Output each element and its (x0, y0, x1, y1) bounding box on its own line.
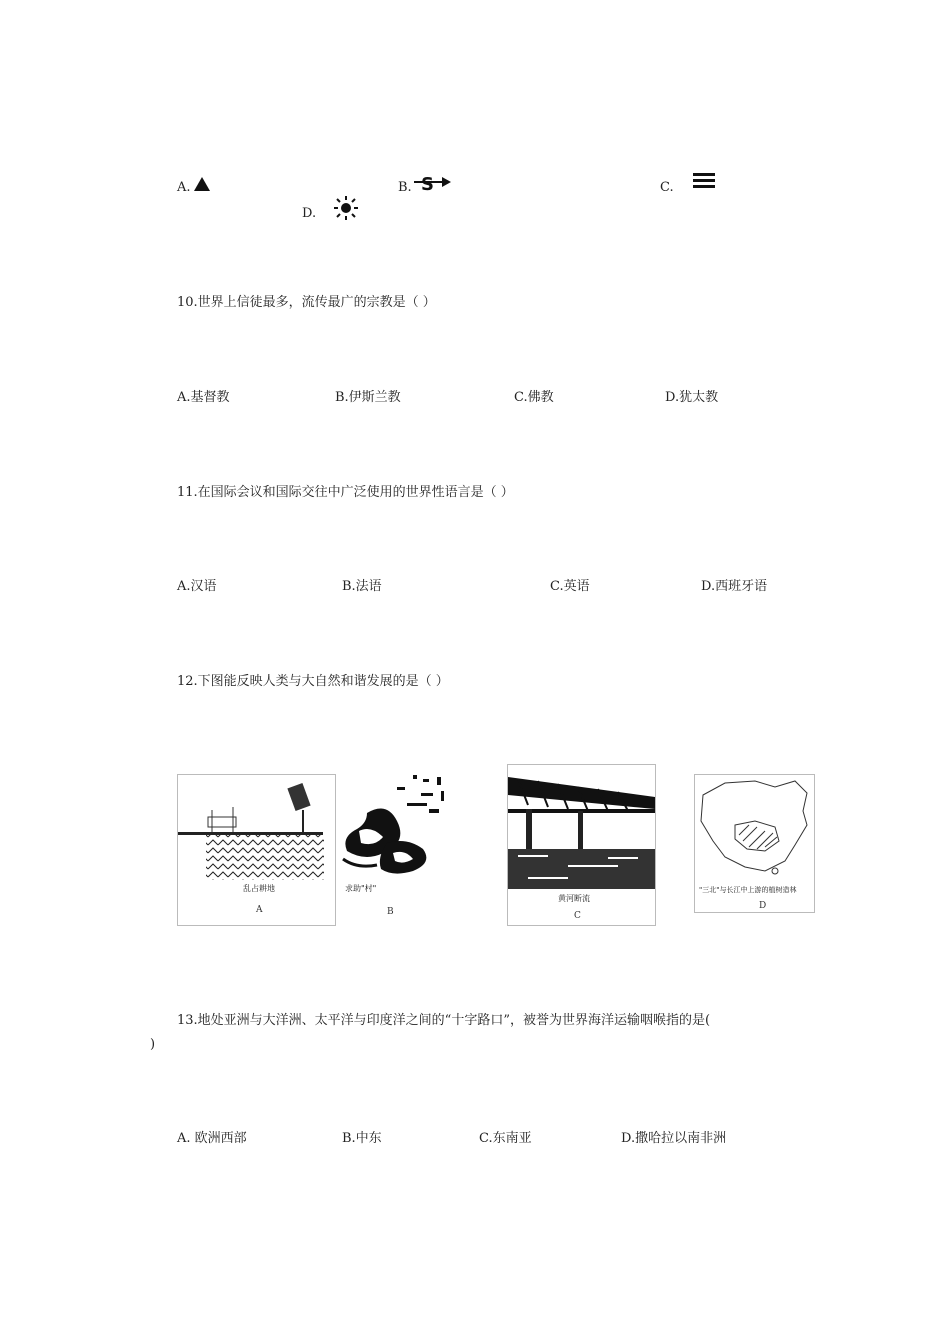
triple-line-icon (693, 172, 717, 190)
figure-d-caption: "三北"与长江中上游的植树造林 (699, 886, 797, 894)
q11-option-a: A.汉语 (177, 579, 217, 594)
figure-b-village (336, 772, 456, 926)
q13-option-a: A. 欧洲西部 (177, 1131, 247, 1146)
figure-b-letter: B (387, 907, 394, 917)
sun-icon (334, 196, 358, 220)
q13-option-c: C.东南亚 (479, 1131, 532, 1146)
q11-option-c: C.英语 (550, 579, 590, 594)
q11-question: 11.在国际会议和国际交往中广泛使用的世界性语言是（ ） (177, 485, 514, 500)
figure-a-caption: 乱占耕地 (243, 884, 275, 893)
figure-c-yellow-river (507, 764, 656, 926)
figure-b-caption: 求助"村" (345, 884, 377, 893)
q9-option-b-label: B. (398, 180, 412, 195)
figure-a-letter: A (256, 905, 263, 915)
q12-question: 12.下图能反映人类与大自然和谐发展的是（ ） (177, 674, 449, 689)
q10-question: 10.世界上信徒最多，流传最广的宗教是（ ） (177, 295, 436, 310)
q11-option-d: D.西班牙语 (701, 579, 768, 594)
q10-option-d: D.犹太教 (665, 390, 719, 405)
figure-c-caption: 黄河断流 (558, 894, 590, 903)
q9-option-c-label: C. (660, 180, 674, 195)
q13-option-d: D.撒哈拉以南非洲 (621, 1131, 727, 1146)
q10-option-a: A.基督教 (177, 390, 230, 405)
figure-c-letter: C (574, 911, 581, 921)
q10-option-c: C.佛教 (514, 390, 554, 405)
q13-question: 13.地处亚洲与大洋洲、太平洋与印度洋之间的“十字路口”，被誉为世界海洋运输咽喉指的是( (177, 1013, 711, 1028)
q11-option-b: B.法语 (342, 579, 382, 594)
svg-text:S: S (421, 174, 434, 194)
q13-question-bracket: ) (150, 1037, 156, 1052)
q9-option-a-label: A. (177, 180, 191, 195)
q10-option-b: B.伊斯兰教 (335, 390, 401, 405)
figure-d-letter: D (759, 901, 767, 911)
s-arrow-icon (412, 172, 452, 194)
figure-a-occupied-farmland (177, 774, 336, 926)
q13-option-b: B.中东 (342, 1131, 382, 1146)
figure-d-afforestation-map (694, 774, 815, 913)
triangle-peak-icon (193, 176, 211, 192)
q9-option-d-label: D. (302, 206, 317, 221)
